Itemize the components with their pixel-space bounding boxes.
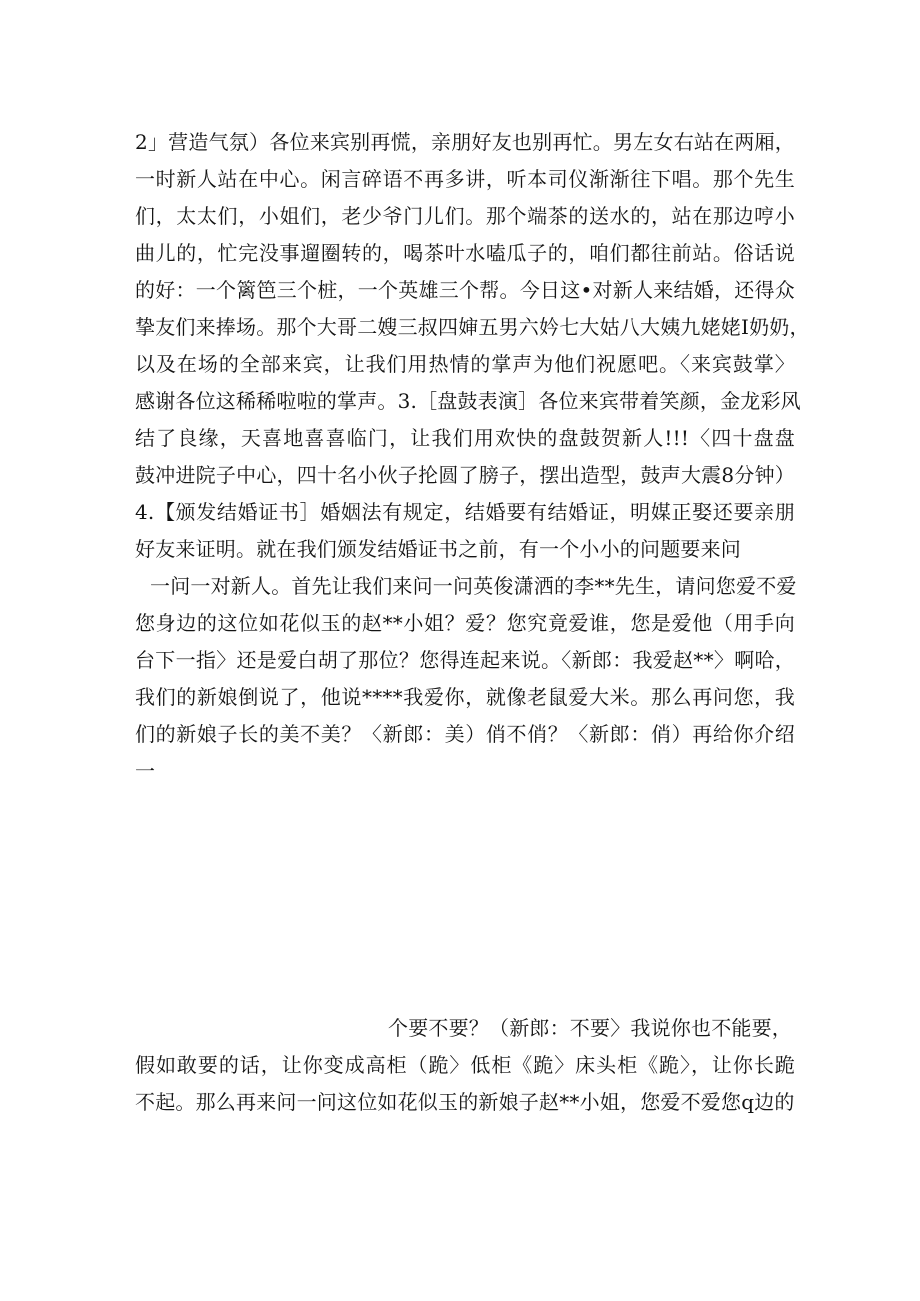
text-line: 您身边的这位如花似玉的赵**小姐？爱？您究竟爱谁，您是爱他（用手向	[135, 611, 795, 635]
text-line: 们的新娘子长的美不美？〈新郎：美）俏不俏？〈新郎：俏）再给你介绍	[135, 722, 795, 746]
text-line: 我们的新娘倒说了，他说****我爱你，就像老鼠爱大米。那么再问您，我	[135, 685, 795, 709]
text-line: 4.【颁发结婚证书］婚姻法有规定，结婚要有结婚证，明媒正娶还要亲朋	[135, 500, 795, 524]
text-line: 感谢各位这稀稀啦啦的掌声。3.［盘鼓表演］各位来宾带着笑颜，金龙彩风	[135, 389, 801, 413]
text-line: 挚友们来捧场。那个大哥二嫂三叔四婶五男六妗七大姑八大姨九姥姥I奶奶，	[135, 315, 810, 339]
text-line: 个要不要？（新郎：不要〉我说你也不能要，	[388, 1016, 792, 1040]
text-line: 鼓冲进院子中心，四十名小伙子抡圆了膀子，摆出造型，鼓声大震8分钟）	[135, 463, 795, 487]
text-line: 的好：一个篱笆三个桩，一个英雄三个帮。今日这•对新人来结婚，还得众	[135, 278, 795, 302]
text-line: 假如敢要的话，让你变成高柜（跪〉低柜《跪〉床头柜《跪〉，让你长跪	[135, 1053, 795, 1077]
text-line: 台下一指〉还是爱白胡了那位？您得连起来说。〈新郎：我爱赵**〉啊哈，	[135, 648, 795, 672]
text-line: 曲儿的，忙完没事遛圈转的，喝茶叶水嗑瓜子的，咱们都往前站。俗话说	[135, 241, 795, 265]
text-line: 们，太太们，小姐们，老少爷门儿们。那个端茶的送水的，站在那边哼小	[135, 204, 795, 228]
text-line: 一时新人站在中心。闲言碎语不再多讲，听本司仪渐渐往下唱。那个先生	[135, 167, 795, 191]
text-line: 以及在场的全部来宾，让我们用热情的掌声为他们祝愿吧。〈来宾鼓掌〉	[135, 352, 795, 376]
text-line: 一问一对新人。首先让我们来问一问英俊潇洒的李**先生，请问您爱不爱	[150, 574, 797, 598]
text-line: 不起。那么再来问一问这位如花似玉的新娘子赵**小姐，您爱不爱您q边的	[135, 1090, 795, 1114]
text-line: 好友来证明。就在我们颁发结婚证书之前，有一个小小的问题要来问	[135, 537, 741, 561]
text-line: 一	[135, 759, 156, 783]
text-line: 2」营造气氛）各位来宾别再慌，亲朋好友也别再忙。男左女右站在两厢，	[135, 130, 795, 154]
text-line: 结了良缘，天喜地喜喜临门，让我们用欢快的盘鼓贺新人!!!〈四十盘盘	[135, 426, 795, 450]
